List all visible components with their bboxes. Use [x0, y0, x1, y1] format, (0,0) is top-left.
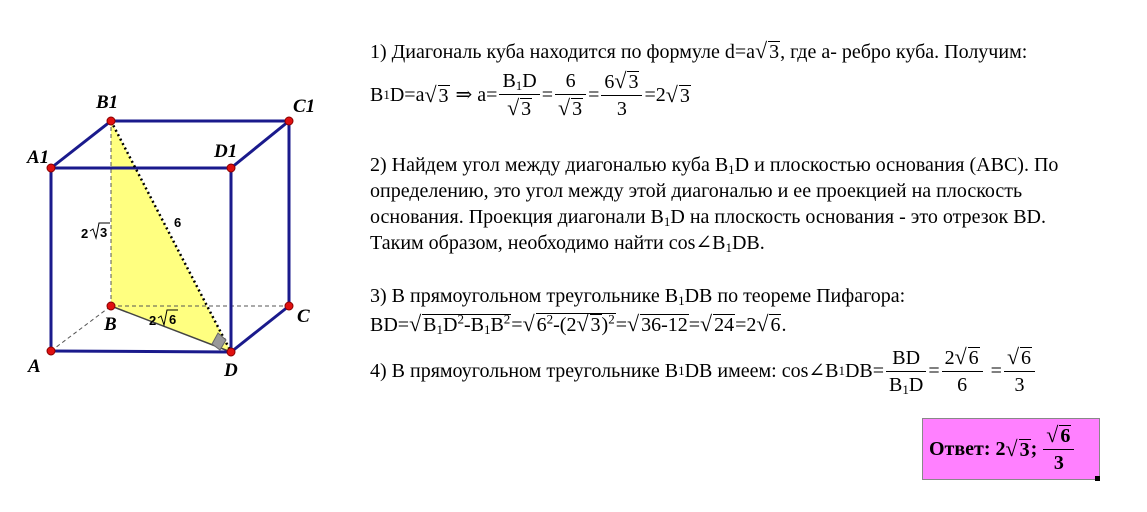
label-b1d-length: 6 — [174, 215, 182, 230]
vertex-a-dot — [47, 347, 55, 355]
vertex-c-dot — [285, 302, 293, 310]
step4-fraction-1: $\frac{BD}{B_1D}$ — [886, 345, 926, 398]
answer-box-handle — [1095, 476, 1100, 481]
label-d: D — [224, 360, 238, 381]
step4-fraction-3: $\frac{√ 6}{3}$ — [1004, 344, 1035, 398]
label-d1: D1 — [214, 141, 238, 162]
vertex-c1-dot — [285, 117, 293, 125]
vertex-d-dot — [227, 348, 235, 356]
svg-text:2: 2 — [149, 313, 157, 328]
label-c1: C1 — [293, 96, 316, 117]
svg-text:3: 3 — [100, 225, 108, 240]
svg-text:6: 6 — [169, 312, 177, 327]
step1-fraction-3: $\frac{6√ 3}{3}$ — [601, 68, 642, 122]
hidden-edge-ab — [51, 306, 111, 351]
label-a: A — [28, 356, 41, 377]
step4-line: 4) В прямоугольном треугольнике B 1 DB имеем: cos∠B 1 DB= $\frac{BD}{B_1D}$ = $\frac{2√ 6}{6}$ = $\frac{√ 6}{3}$ — [370, 338, 1037, 404]
step3-equation: BD=√ $B_1D^2-B_1B^2=√$ $6^2-(2√$ 3)$^2$=√ 36-12=√ 24=2√ 6. — [370, 311, 787, 337]
step3-line1: 3) В прямоугольном треугольнике $B_1DB$ по теореме Пифагора: — [370, 285, 906, 308]
label-b1: B1 — [96, 92, 119, 113]
edge-d1-c1 — [231, 121, 289, 168]
step1-equation: B 1 D=a √ 3 ⇒ a= $\frac{B_1D}{√ 3}$ = $\frac{6}{√ 3}$ = $\frac{6√ 3}{3}$ =2 √ 3 — [370, 68, 690, 120]
step2-line4: Таким образом, необходимо найти $\cos\angle B_1DB$. — [370, 232, 765, 255]
label-b: B — [104, 314, 117, 335]
label-a1: A1 — [27, 147, 50, 168]
step2-line3: основания. Проекция диагонали $B_1D$ на плоскость основания - это отрезок BD. — [370, 206, 1046, 229]
label-bb1-length — [81, 223, 110, 241]
edge-d-c — [231, 306, 289, 352]
step1-fraction-2: $\frac{6}{√ 3}$ — [555, 68, 586, 122]
step2-line2: определению, это угол между этой диагональю и ее проекцией на плоскость — [370, 180, 1023, 202]
answer-box: Ответ: 2 √ 3 ; $\frac{√ 6}{3}$ — [922, 418, 1100, 480]
cube-diagram — [0, 0, 340, 400]
edge-a-d — [51, 351, 231, 352]
step1-fraction-1: $\frac{B_1D}{√ 3}$ — [499, 68, 539, 122]
svg-text:2: 2 — [81, 226, 89, 241]
edge-a1-b1 — [51, 121, 111, 168]
step1-line1: 1) Диагональ куба находится по формуле d=a√ 3, где a- ребро куба. Получим: — [370, 38, 1028, 63]
step4-fraction-2: $\frac{2√ 6}{6}$ — [942, 344, 983, 398]
answer-fraction: $\frac{√ 6}{3}$ — [1043, 422, 1074, 476]
vertex-d1-dot — [227, 164, 235, 172]
step2-line1: 2) Найдем угол между диагональю куба $B_1D$ и плоскостью основания (ABC). По — [370, 154, 1059, 177]
vertex-b1-dot — [107, 117, 115, 125]
vertex-b-dot — [107, 302, 115, 310]
label-c: C — [297, 306, 310, 327]
